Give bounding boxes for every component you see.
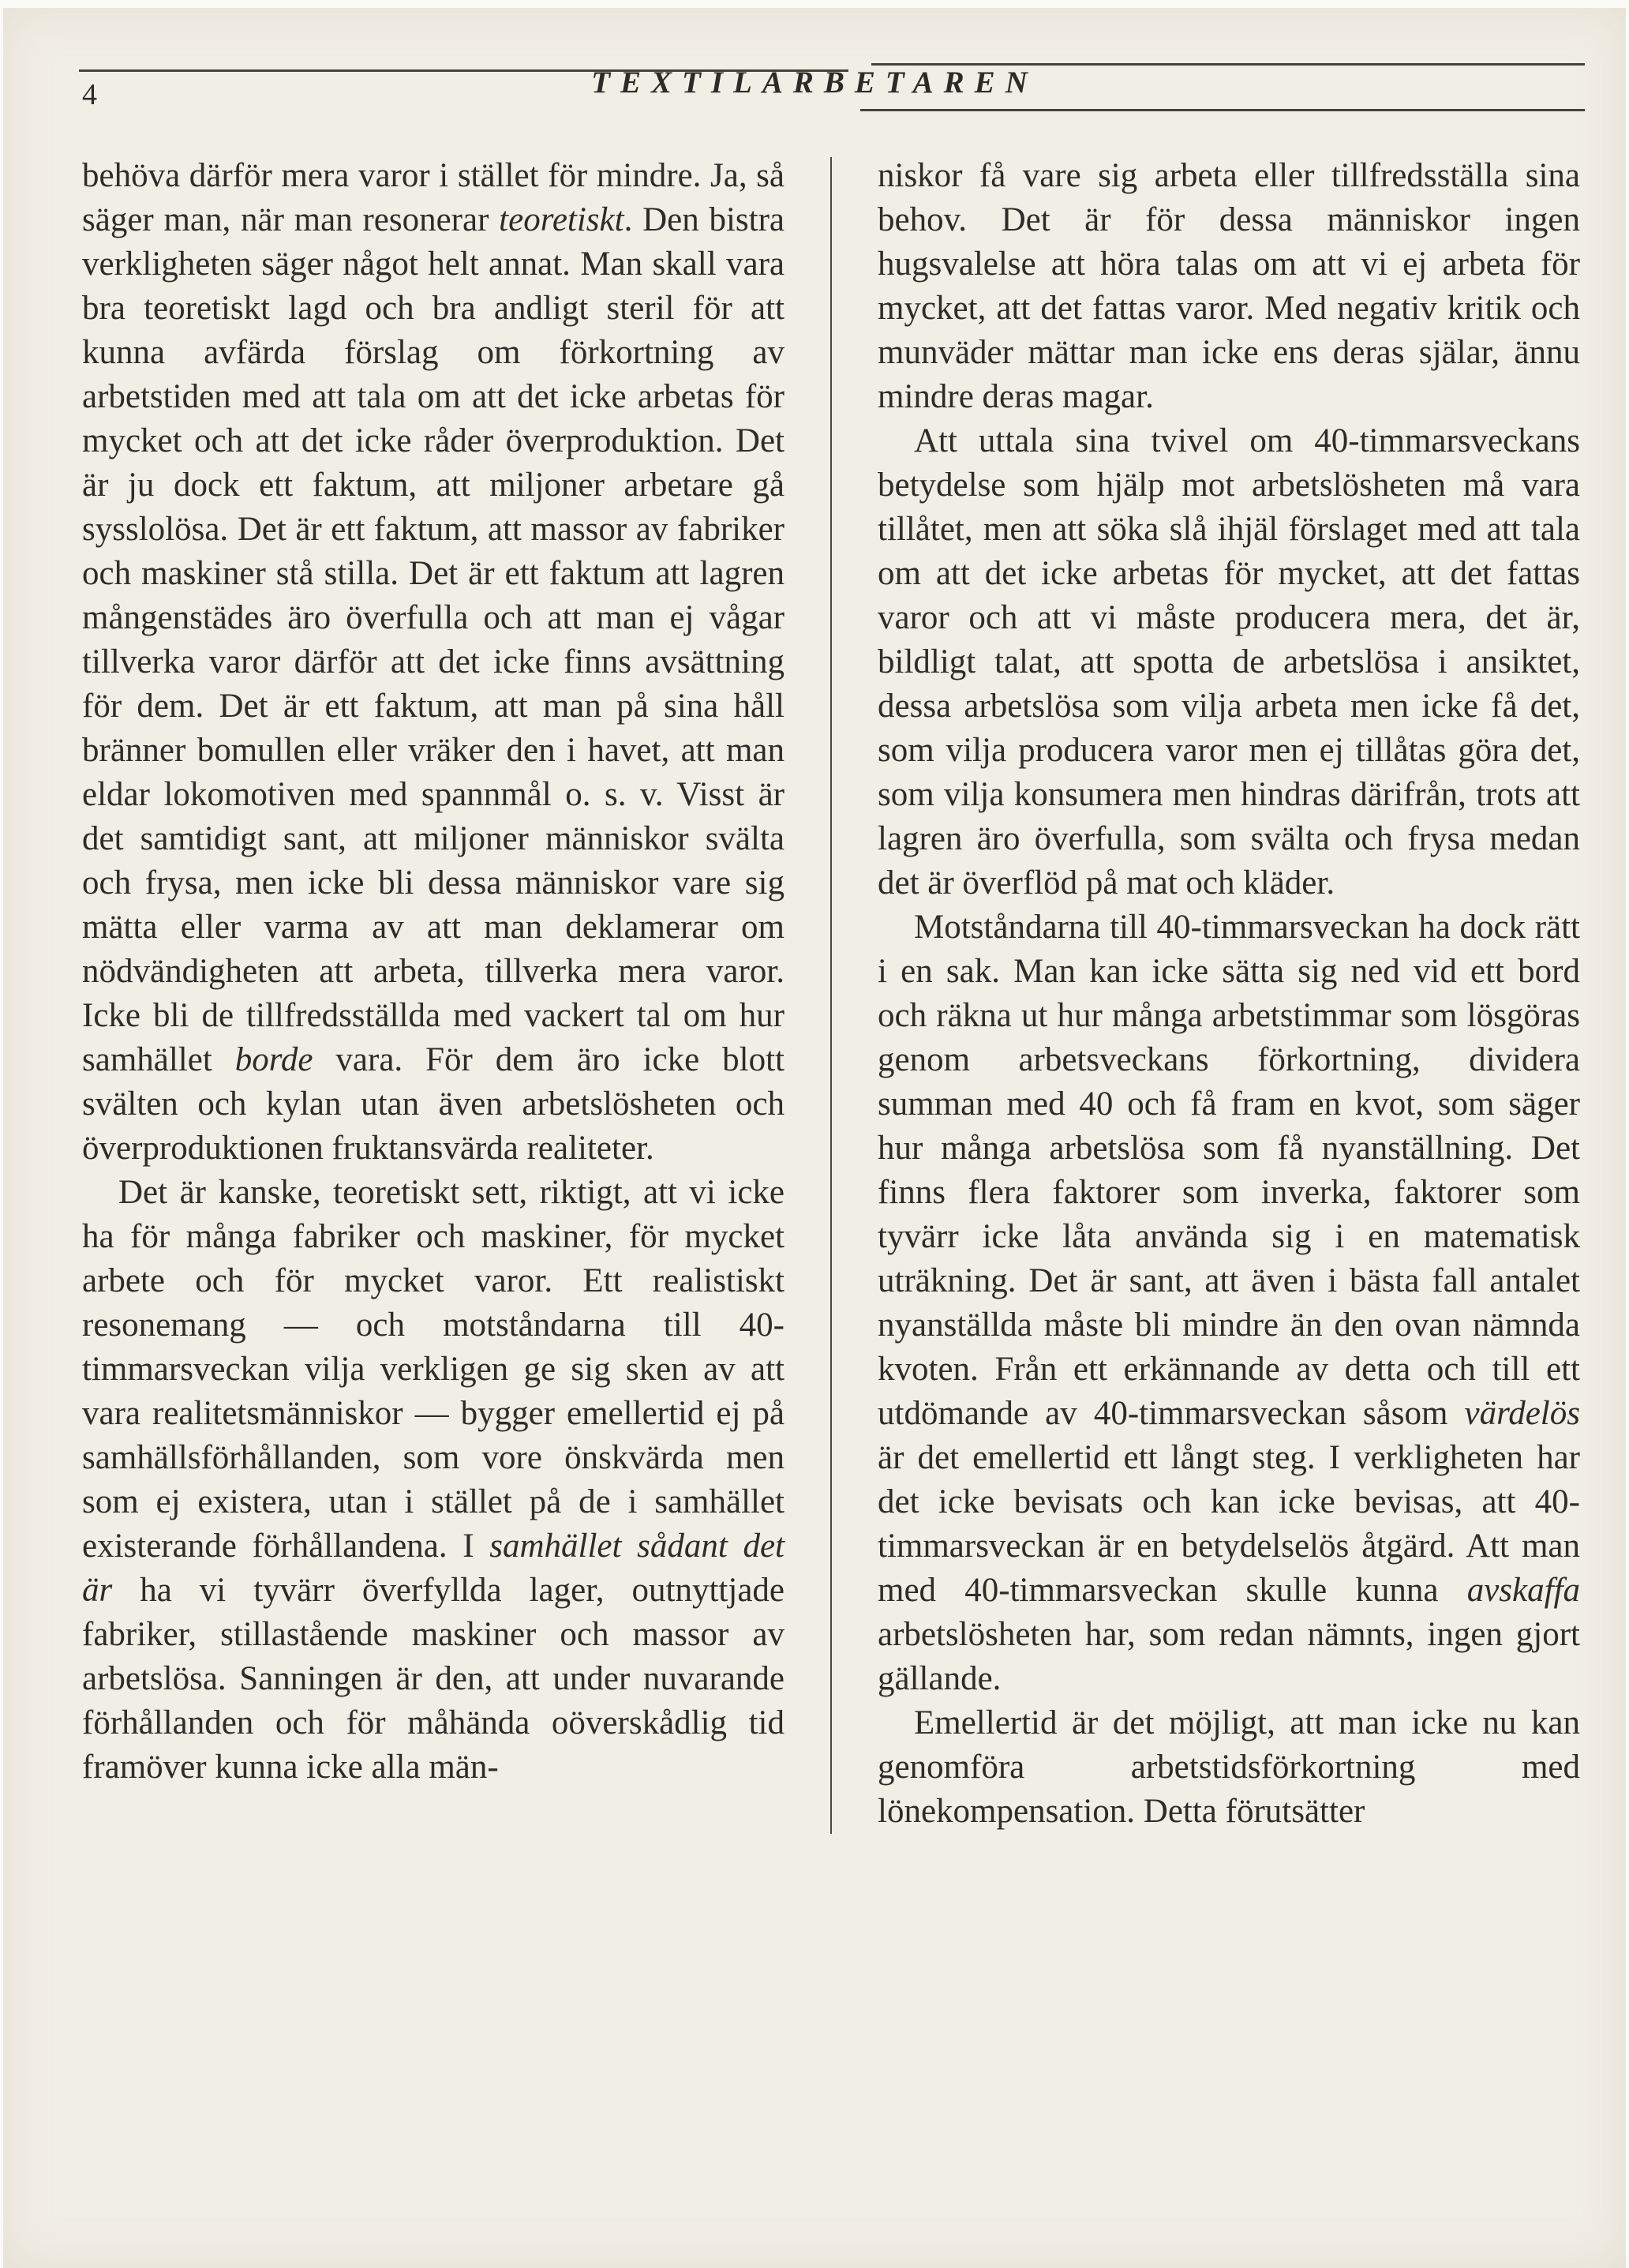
header-rule-bottom-right <box>860 109 1585 111</box>
body-paragraph <box>878 419 1580 905</box>
text-segment: niskor få vare sig arbeta eller tillfredsställa sina behov. Det är för dessa människor ingen hugsvalelse att höra talas om att vi ej arbeta för mycket, att det fattas varor. Med negativ kritik och munväder mättar man icke ens deras själar, ännu mindre deras magar. <box>878 157 1580 415</box>
italic-text-segment: teoretiskt <box>499 201 624 238</box>
text-segment: behöva därför mera varor i stället för mindre. Ja, så säger man, när man resonerar <box>82 157 785 238</box>
text-segment: ha vi tyvärr överfyllda lager, outnyttjade fabriker, stillastående maskiner och massor av arbetslösa. Sanningen är den, att under nuvarande förhållanden och för måhända oöverskådlig tid framöver kunna icke alla män- <box>82 1572 785 1786</box>
column-divider <box>830 157 832 1834</box>
left-column <box>82 154 785 1834</box>
magazine-page <box>3 8 1626 2268</box>
italic-text-segment: värdelös <box>1464 1395 1580 1432</box>
text-segment: är det emellertid ett långt steg. I verkligheten har det icke bevisats och kan icke bevisas, att 40-timmarsveckan är en betydelselös åtgärd. Att man med 40-timmarsveckan skulle kunna <box>878 1439 1580 1609</box>
page-title: TEXTILARBETAREN <box>591 66 1038 99</box>
body-paragraph <box>878 905 1580 1701</box>
right-column <box>878 154 1580 1834</box>
text-segment: Att uttala sina tvivel om 40-timmarsveckans betydelse som hjälp mot arbetslösheten må vara tillåtet, men att söka slå ihjäl förslaget med att tala om att det icke arbetas för mycket, att det fattas varor och att vi måste producera mera, det är, bildligt talat, att spotta de arbetslösa i ansiktet, dessa arbetslösa som vilja arbeta men icke få det, som vilja producera varor men ej tillåtas göra det, som vilja konsumera men hindras därifrån, trots att lagren äro överfulla, som svälta och frysa medan det är överflöd på mat och kläder. <box>878 422 1580 902</box>
text-segment: . Den bistra verkligheten säger något helt annat. Man skall vara bra teoretiskt lagd och bra andligt steril för att kunna avfärda förslag om förkortning av arbetstiden med att tala om att det icke arbetas för mycket och att det icke råder överproduktion. Det är ju dock ett faktum, att miljoner arbetare gå sysslolösa. Det är ett faktum, att massor av fabriker och maskiner stå stilla. Det är ett faktum att lagren mångenstädes äro överfulla och att man ej vågar tillverka varor därför att det icke finns avsättning för dem. Det är ett faktum, att man på sina håll bränner bomullen eller vräker den i havet, att man eldar lokomotiven med spannmål o. s. v. Visst är det samtidigt sant, att miljoner människor svälta och frysa, men icke bli dessa människor vare sig mätta eller varma av att man deklamerar om nödvändigheten att arbeta, tillverka mera varor. Icke bli de tillfredsställda med vackert tal om hur samhället <box>82 201 785 1078</box>
body-paragraph <box>878 154 1580 419</box>
text-segment: arbetslösheten har, som redan nämnts, ingen gjort gällande. <box>878 1616 1580 1697</box>
italic-text-segment: borde <box>234 1041 313 1078</box>
body-paragraph <box>878 1701 1580 1834</box>
body-columns <box>82 154 1582 1834</box>
italic-text-segment: avskaffa <box>1466 1572 1580 1609</box>
italic-text-segment: samhället sådant det är <box>82 1528 785 1609</box>
body-paragraph <box>82 1171 785 1790</box>
text-segment: vara. För dem äro icke blott svälten och kylan utan även arbetslösheten och överproduktionen fruktansvärda realiteter. <box>82 1041 785 1167</box>
text-segment: Emellertid är det möjligt, att man icke nu kan genomföra arbetstidsförkortning med lönekompensation. Detta förutsätter <box>878 1704 1580 1830</box>
page-number: 4 <box>82 78 97 111</box>
text-segment: Motståndarna till 40-timmarsveckan ha dock rätt i en sak. Man kan icke sätta sig ned vid ett bord och räkna ut hur många arbetstimmar som lösgöras genom arbetsveckans förkortning, dividera summan med 40 och få fram en kvot, som säger hur många arbetslösa som få nyanställning. Det finns flera faktorer som inverka, faktorer som tyvärr icke låta använda sig i en matematisk uträkning. Det är sant, att även i bästa fall antalet nyanställda måste bli mindre än den ovan nämnda kvoten. Från ett erkännande av detta och till ett utdömande av 40-timmarsveckan såsom <box>878 909 1580 1432</box>
text-segment: Det är kanske, teoretiskt sett, riktigt, att vi icke ha för många fabriker och maskiner, för mycket arbete och för mycket varor. Ett realistiskt resonemang — och motståndarna till 40-timmarsveckan vilja verkligen ge sig sken av att vara realitetsmänniskor — bygger emellertid ej på samhällsförhållanden, som vore önskvärda men som ej existera, utan i stället på de i samhället existerande förhållandena. I <box>82 1174 785 1565</box>
body-paragraph <box>82 154 785 1171</box>
